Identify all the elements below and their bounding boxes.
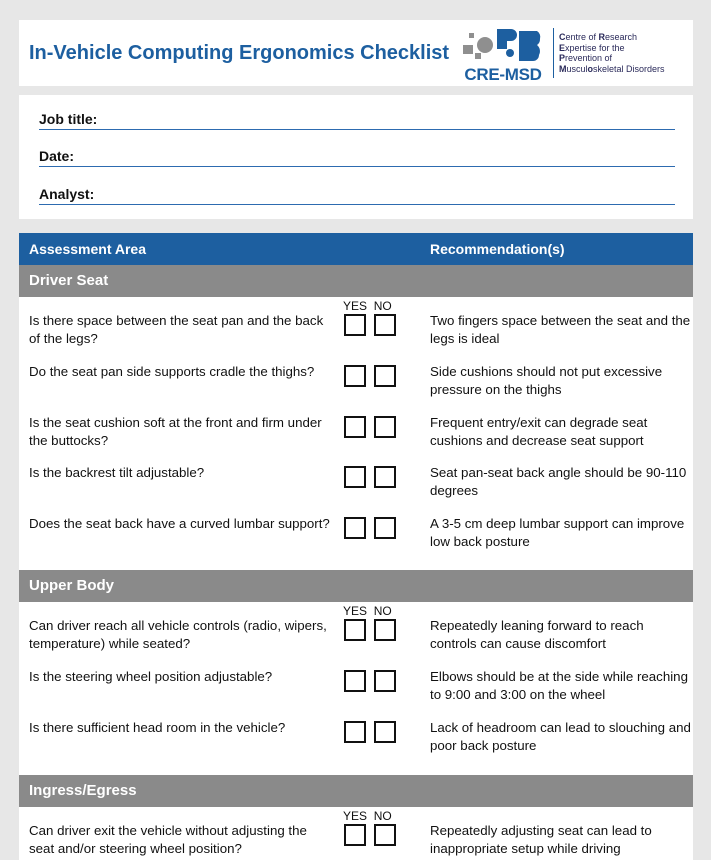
org-line: Musculoskeletal Disorders <box>559 63 665 74</box>
no-checkbox[interactable] <box>374 365 396 387</box>
checklist-row <box>19 719 693 761</box>
recommendation: A 3-5 cm deep lumbar support can improve low back posture <box>430 516 685 549</box>
recommendation: Repeatedly leaning forward to reach controls can cause discomfort <box>430 618 644 651</box>
no-checkbox[interactable] <box>374 824 396 846</box>
no-checkbox[interactable] <box>374 670 396 692</box>
recommendation: Side cushions should not put excessive pressure on the thighs <box>430 364 663 397</box>
question: Is there sufficient head room in the vehicle? <box>29 720 286 735</box>
yes-label: YES <box>343 604 368 618</box>
recommendation: Lack of headroom can lead to slouching and poor back posture <box>430 720 691 753</box>
recommendation: Repeatedly adjusting seat can lead to inappropriate setup while driving <box>430 823 652 856</box>
logo-wordmark: CRE-MSD <box>464 65 542 84</box>
no-checkbox[interactable] <box>374 314 396 336</box>
org-name <box>559 32 665 74</box>
date-label: Date: <box>39 148 75 164</box>
yes-no-labels <box>343 299 392 313</box>
assessment-area-heading: Assessment Area <box>29 241 146 257</box>
yes-label: YES <box>343 299 368 313</box>
no-checkbox[interactable] <box>374 517 396 539</box>
cre-msd-logo <box>455 25 693 83</box>
checklist-row <box>19 464 693 506</box>
question: Does the seat back have a curved lumbar support? <box>29 516 330 531</box>
org-line: Prevention of <box>559 53 613 63</box>
no-label: NO <box>373 809 392 823</box>
yes-label: YES <box>343 809 368 823</box>
recommendation: Two fingers space between the seat and the legs is ideal <box>430 313 691 346</box>
yes-checkbox[interactable] <box>344 670 366 692</box>
yes-checkbox[interactable] <box>344 314 366 336</box>
yes-checkbox[interactable] <box>344 721 366 743</box>
analyst-field[interactable] <box>39 185 675 205</box>
checklist-row <box>19 668 693 710</box>
yes-no-labels <box>343 604 392 618</box>
logo-mark-icon <box>463 27 545 65</box>
header-panel <box>19 20 693 86</box>
question: Can driver exit the vehicle without adjusting the seat and/or steering wheel position? <box>29 823 307 856</box>
checklist-row <box>19 312 693 354</box>
question: Is the seat cushion soft at the front and firm under the buttocks? <box>29 415 322 448</box>
recommendation: Seat pan-seat back angle should be 90-110 degrees <box>430 465 687 498</box>
recommendations-heading: Recommendation(s) <box>430 241 565 257</box>
no-label: NO <box>373 604 392 618</box>
section-title: Driver Seat <box>29 272 109 289</box>
yes-checkbox[interactable] <box>344 517 366 539</box>
page-title: In-Vehicle Computing Ergonomics Checklist <box>29 42 450 64</box>
job-title-label: Job title: <box>39 111 98 127</box>
recommendation: Frequent entry/exit can degrade seat cushions and decrease seat support <box>430 415 648 448</box>
section-header <box>19 775 693 807</box>
yes-checkbox[interactable] <box>344 824 366 846</box>
recommendation: Elbows should be at the side while reaching to 9:00 and 3:00 on the wheel <box>430 669 688 702</box>
checklist-row <box>19 822 693 860</box>
section-header <box>19 570 693 602</box>
no-checkbox[interactable] <box>374 416 396 438</box>
yes-no-labels <box>343 809 392 823</box>
yes-checkbox[interactable] <box>344 365 366 387</box>
yes-checkbox[interactable] <box>344 416 366 438</box>
question: Can driver reach all vehicle controls (radio, wipers, temperature) while seated? <box>29 618 327 651</box>
no-checkbox[interactable] <box>374 721 396 743</box>
question: Is the backrest tilt adjustable? <box>29 465 205 480</box>
checklist-row <box>19 414 693 456</box>
analyst-label: Analyst: <box>39 186 95 202</box>
column-header <box>19 233 693 265</box>
section-title: Ingress/Egress <box>29 782 137 799</box>
no-label: NO <box>373 299 392 313</box>
section-header <box>19 265 693 297</box>
section-title: Upper Body <box>29 577 115 594</box>
checklist-panel <box>19 233 693 860</box>
org-line: Centre of Research <box>559 32 638 42</box>
checklist-row <box>19 617 693 659</box>
checklist-row <box>19 515 693 557</box>
question: Is the steering wheel position adjustable? <box>29 669 273 684</box>
logo-divider <box>553 28 554 78</box>
org-line: Expertise for the <box>559 42 625 53</box>
question: Do the seat pan side supports cradle the thighs? <box>29 364 315 379</box>
yes-checkbox[interactable] <box>344 619 366 641</box>
no-checkbox[interactable] <box>374 466 396 488</box>
job-title-field[interactable] <box>39 110 675 130</box>
no-checkbox[interactable] <box>374 619 396 641</box>
info-panel <box>19 95 693 219</box>
question: Is there space between the seat pan and the back of the legs? <box>29 313 324 346</box>
date-field[interactable] <box>39 147 675 167</box>
checklist-row <box>19 363 693 405</box>
yes-checkbox[interactable] <box>344 466 366 488</box>
